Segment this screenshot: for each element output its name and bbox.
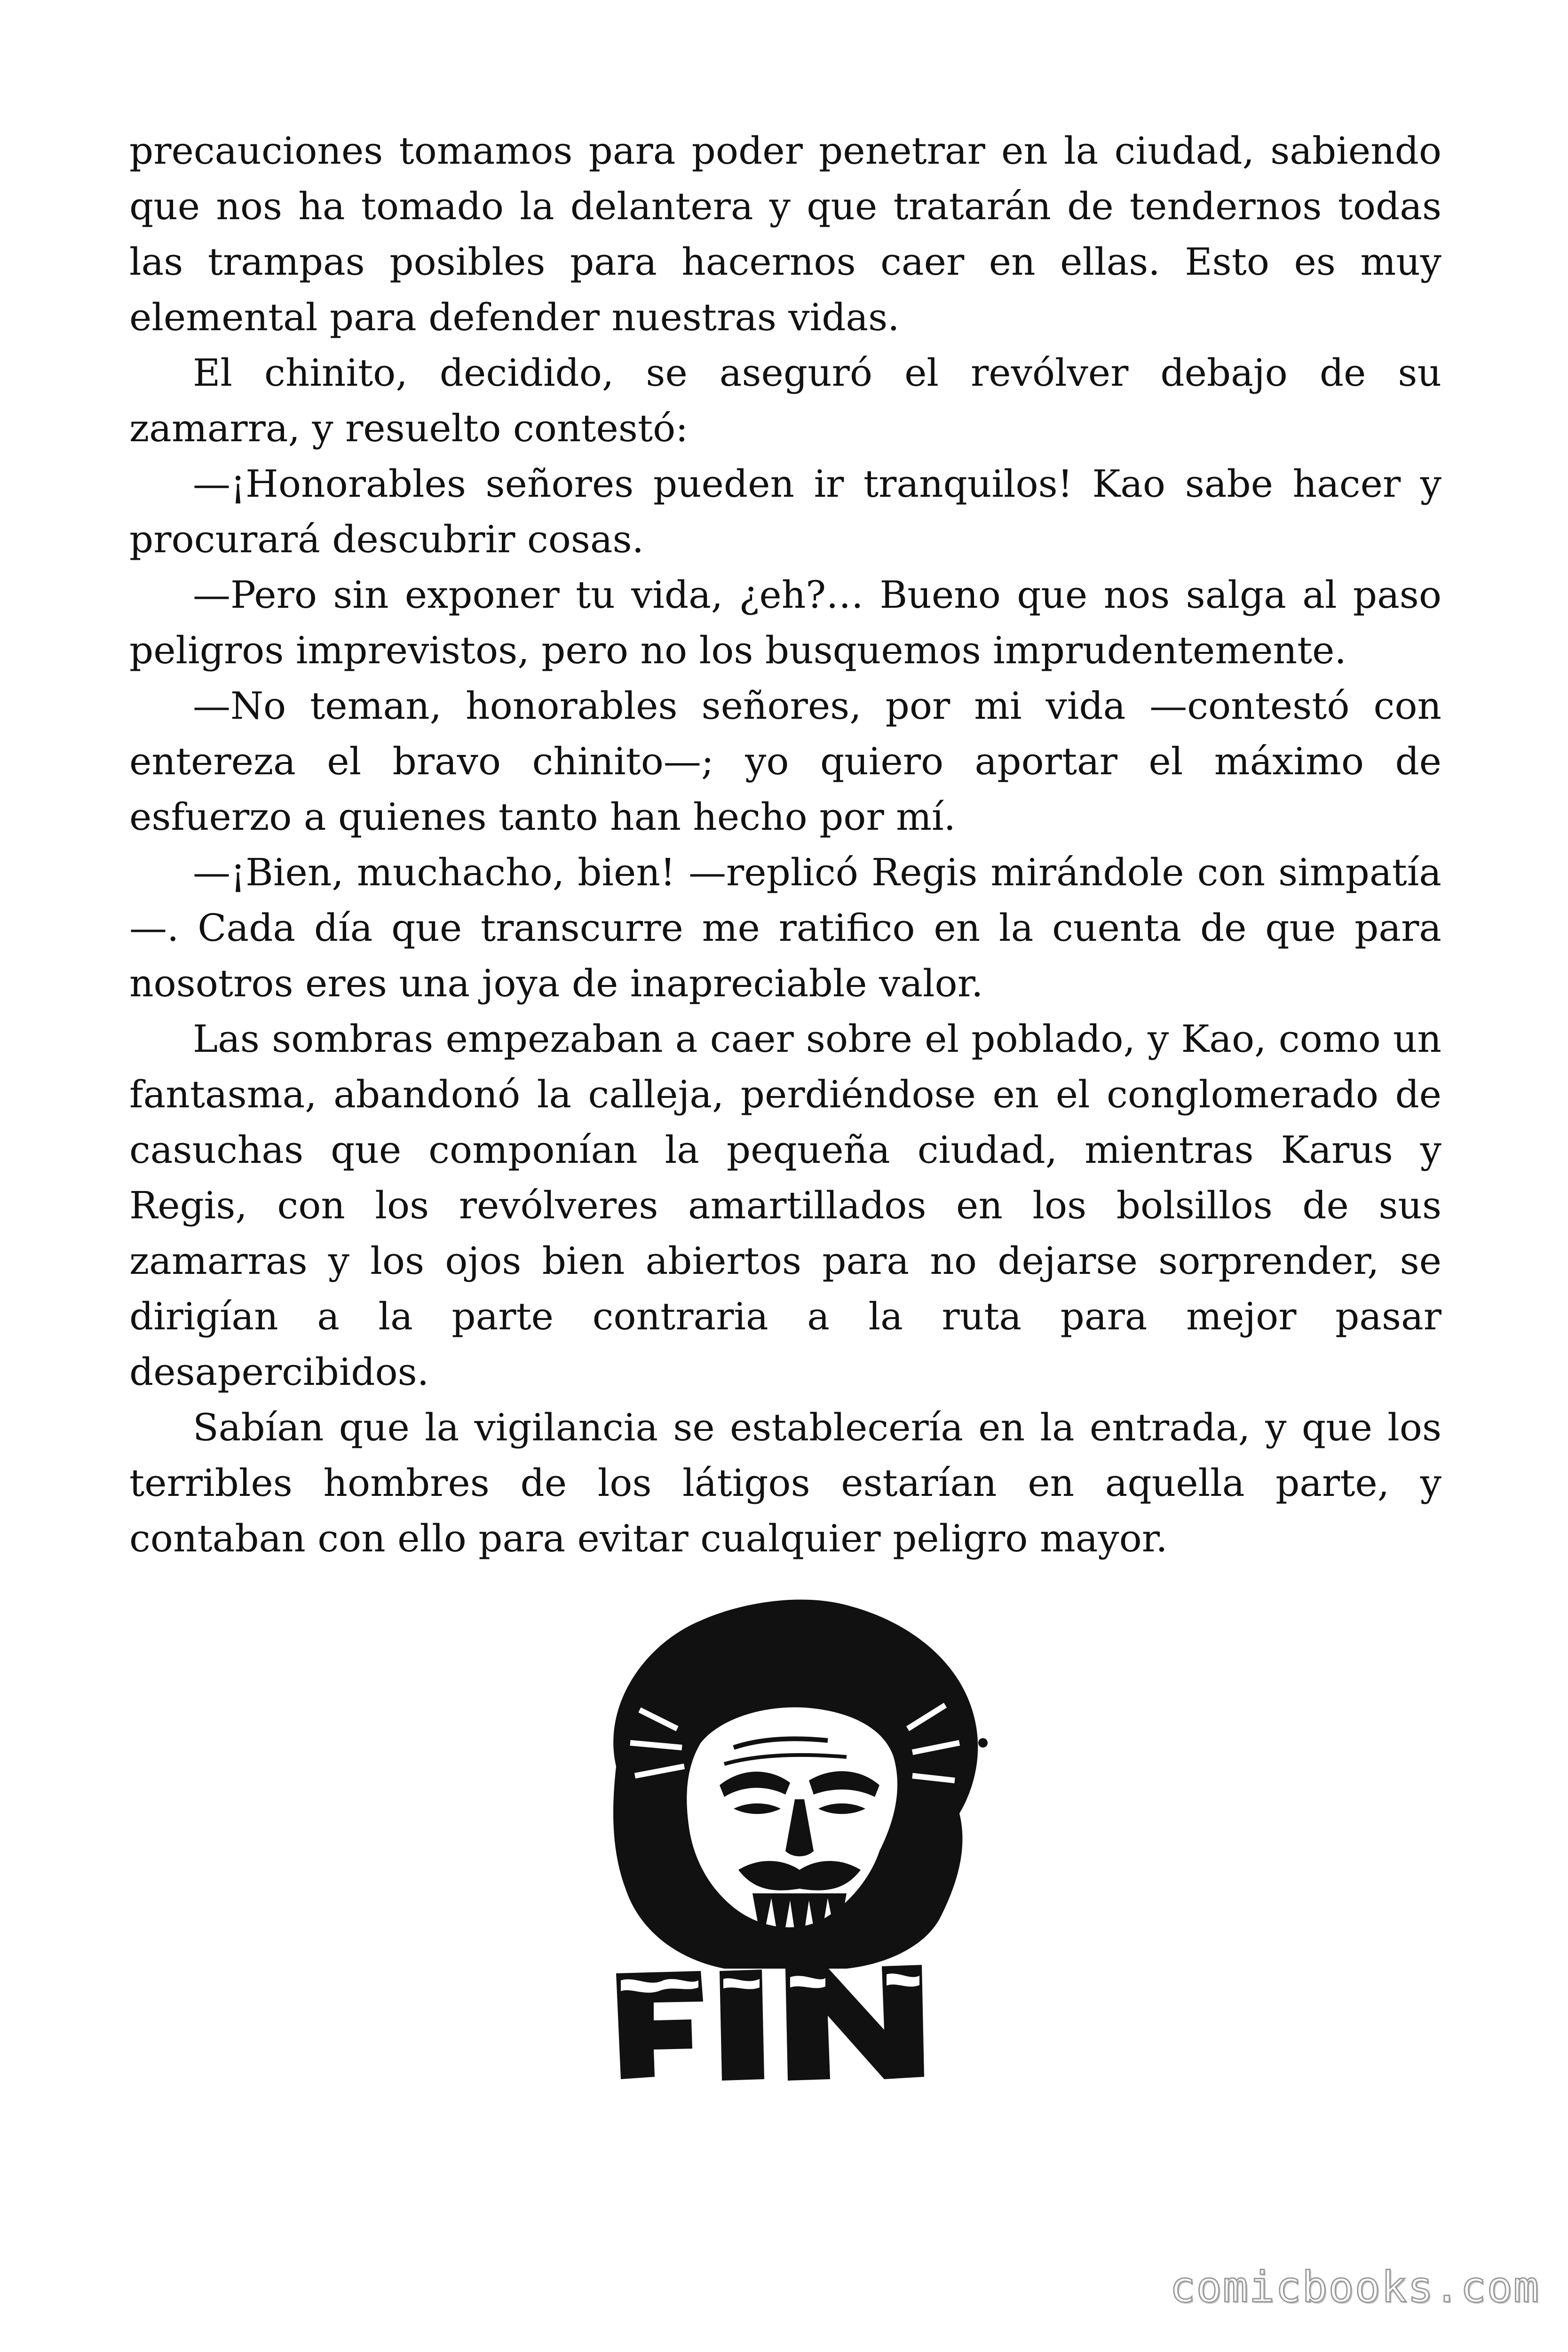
paragraph-2: El chinito, decidido, se aseguró el revólver debajo de su zamarra, y resuelto contestó: [129,351,1441,450]
paragraph-8: Sabían que la vigilancia se establecería en la entrada, y que los terribles hombres de los látigos estarían en aquella parte, y contaban con ello para evitar cualquier peligro mayor. [129,1406,1441,1560]
body-text [129,123,1441,1566]
fin-illustration [583,1588,997,2086]
paragraph-1: precauciones tomamos para poder penetrar en la ciudad, sabiendo que nos ha tomado la delantera y que tratarán de tendernos todas las trampas posibles para hacernos caer en ellas. Esto es muy elemental para defender nuestras vidas. [129,129,1441,339]
bearded-face-icon [583,1588,997,2086]
paragraph-3: —¡Honorables señores pueden ir tranquilos! Kao sabe hacer y procurará descubrir cosas. [129,462,1441,561]
watermark: comicbooks.com [1170,2263,1540,2312]
paragraph-5: —No teman, honorables señores, por mi vida —contestó con entereza el bravo chinito—; yo quiero aportar el máximo de esfuerzo a quienes tanto han hecho por mí. [129,684,1441,839]
paragraph-4: —Pero sin exponer tu vida, ¿eh?… Bueno que nos salga al paso peligros imprevistos, pero no los busquemos imprudentemente. [129,573,1441,672]
paragraph-6: —¡Bien, muchacho, bien! —replicó Regis mirándole con simpatía—. Cada día que transcurre me ratifico en la cuenta de que para nosotros eres una joya de inapreciable valor. [129,850,1441,1005]
paragraph-7: Las sombras empezaban a caer sobre el poblado, y Kao, como un fantasma, abandonó la calleja, perdiéndose en el conglomerado de casuchas que componían la pequeña ciudad, mientras Karus y Regis, con los revólveres amartillados en los bolsillos de sus zamarras y los ojos bien abiertos para no dejarse sorprender, se dirigían a la parte contraria a la ruta para mejor pasar desapercibidos. [129,1017,1441,1394]
